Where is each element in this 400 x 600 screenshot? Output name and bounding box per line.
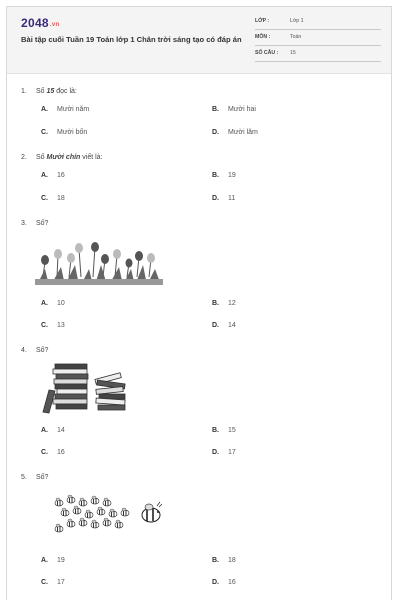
worksheet-title: Bài tập cuối Tuần 19 Toán lớp 1 Chân trời sáng tạo có đáp án [21,35,242,44]
meta-value: 15 [290,50,296,56]
answer-option[interactable]: B. Mười hai [212,106,256,113]
worksheet-header [7,7,391,74]
question-5: 5. Số? [21,474,49,481]
question-4: 4. Số? [21,347,49,354]
site-logo[interactable]: 2048.vn [21,16,60,30]
answer-option[interactable]: D. 11 [212,195,236,202]
answer-option[interactable]: D. 17 [212,449,236,456]
tulip-flowers-image [35,235,165,285]
answer-option[interactable]: B. 19 [212,172,236,179]
answer-option[interactable]: B. 12 [212,300,236,307]
answer-option[interactable]: C. Mười bốn [41,129,88,136]
question-1: 1. Số 15 đọc là: [21,88,77,95]
worksheet-page [6,6,392,600]
meta-label: MÔN : [255,34,271,40]
answer-option[interactable]: C. 17 [41,579,65,586]
answer-option[interactable]: D. Mười lăm [212,129,258,136]
meta-row-subject [255,31,381,46]
meta-value: Lớp 1 [290,18,304,24]
meta-row-question-count [255,47,381,62]
stacked-books-image [41,362,131,414]
answer-option[interactable]: B. 15 [212,427,236,434]
meta-label: SỐ CÂU : [255,50,279,56]
meta-value: Toán [290,34,302,40]
answer-option[interactable]: A. 19 [41,557,65,564]
answer-option[interactable]: A. 10 [41,300,65,307]
question-3: 3. Số? [21,220,49,227]
answer-option[interactable]: A. 16 [41,172,65,179]
answer-option[interactable]: C. 18 [41,195,65,202]
answer-option[interactable]: B. 18 [212,557,236,564]
answer-option[interactable]: C. 13 [41,322,65,329]
meta-label: LỚP : [255,18,270,24]
meta-row-class [255,15,381,30]
bees-image [47,491,167,541]
answer-option[interactable]: A. Mười năm [41,106,90,113]
answer-option[interactable]: A. 14 [41,427,65,434]
question-2: 2. Số Mười chín viết là: [21,154,103,161]
answer-option[interactable]: D. 14 [212,322,236,329]
answer-option[interactable]: C. 16 [41,449,65,456]
answer-option[interactable]: D. 16 [212,579,236,586]
